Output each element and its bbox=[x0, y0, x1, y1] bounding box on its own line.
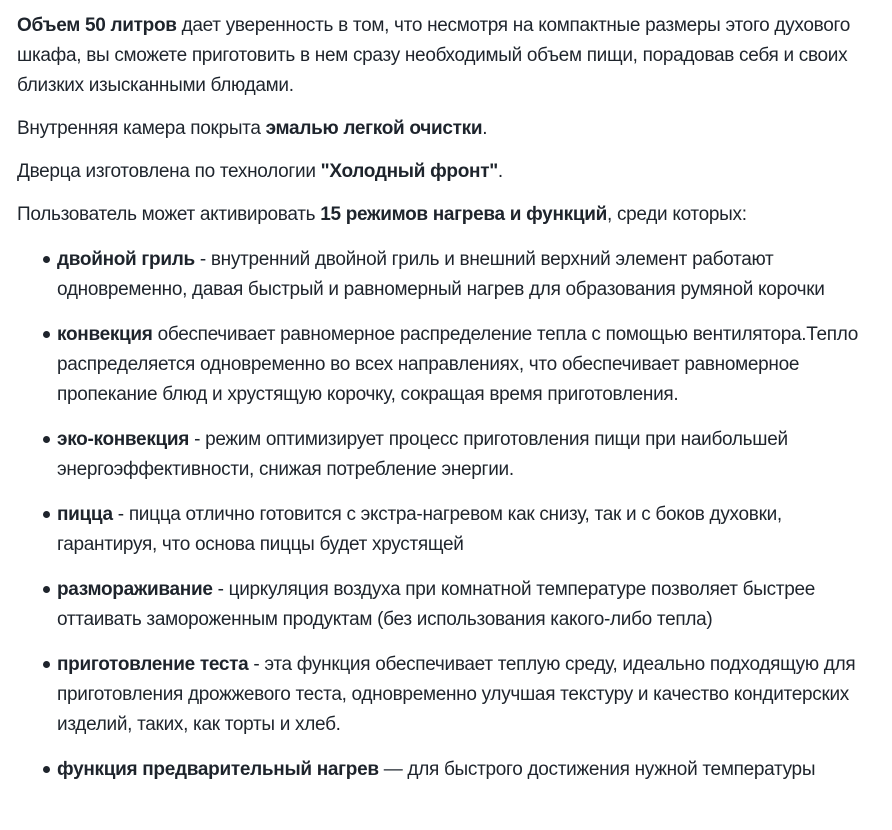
mode-item-double-grill bbox=[17, 245, 876, 305]
heating-modes-list bbox=[17, 245, 876, 785]
modes-intro-pre-text: Пользователь может активировать bbox=[17, 204, 321, 225]
paragraph-enamel bbox=[17, 114, 876, 144]
mode-term: размораживание bbox=[57, 579, 213, 600]
door-bold-text: "Холодный фронт" bbox=[320, 161, 498, 182]
mode-description: - циркуляция воздуха при комнатной температуре позволяет быстрее оттаивать замороженным продуктам (без использования какого-либо тепла) bbox=[57, 579, 816, 630]
mode-term: конвекция bbox=[57, 324, 153, 345]
enamel-post-text: . bbox=[482, 118, 488, 139]
mode-description: обеспечивает равномерное распределение тепла с помощью вентилятора.Тепло распределяется одновременно во всех направлениях, что обеспечивает равномерное пропекание блюд и хрустящую корочку, сокращая время приготовления. bbox=[57, 324, 858, 405]
enamel-pre-text: Внутренняя камера покрыта bbox=[17, 118, 266, 139]
door-post-text: . bbox=[497, 161, 503, 182]
mode-term: функция предварительный нагрев bbox=[57, 759, 379, 780]
mode-item-defrost bbox=[17, 575, 876, 635]
volume-bold-text: Объем 50 литров bbox=[17, 15, 177, 36]
door-pre-text: Дверца изготовлена по технологии bbox=[17, 161, 321, 182]
mode-description: - пицца отлично готовится с экстра-нагревом как снизу, так и с боков духовки, гарантируя, что основа пиццы будет хрустящей bbox=[57, 504, 782, 555]
mode-item-preheat bbox=[17, 755, 876, 785]
mode-description: — для быстрого достижения нужной температуры bbox=[378, 759, 816, 780]
mode-description: - внутренний двойной гриль и внешний верхний элемент работают одновременно, давая быстрый и равномерный нагрев для образования румяной корочки bbox=[57, 249, 825, 300]
paragraph-volume bbox=[17, 11, 876, 101]
mode-item-eco-convection bbox=[17, 425, 876, 485]
paragraph-modes-intro bbox=[17, 200, 876, 230]
mode-term: пицца bbox=[57, 504, 113, 525]
mode-term: приготовление теста bbox=[57, 654, 249, 675]
mode-term: эко-конвекция bbox=[57, 429, 190, 450]
mode-description: - эта функция обеспечивает теплую среду, идеально подходящую для приготовления дрожжевого теста, одновременно улучшая текстуру и качество кондитерских изделий, таких, как торты и хлеб. bbox=[57, 654, 856, 735]
modes-intro-bold-text: 15 режимов нагрева и функций bbox=[320, 204, 607, 225]
mode-item-pizza bbox=[17, 500, 876, 560]
mode-term: двойной гриль bbox=[57, 249, 195, 270]
volume-body-text: дает уверенность в том, что несмотря на компактные размеры этого духового шкафа, вы сможете приготовить в нем сразу необходимый объем пищи, порадовав себя и своих близких изысканными блюдами. bbox=[17, 15, 850, 96]
mode-item-convection bbox=[17, 320, 876, 410]
mode-item-dough bbox=[17, 650, 876, 740]
paragraph-door bbox=[17, 157, 876, 187]
enamel-bold-text: эмалью легкой очистки bbox=[265, 118, 483, 139]
modes-intro-post-text: , среди которых: bbox=[606, 204, 747, 225]
mode-description: - режим оптимизирует процесс приготовления пищи при наибольшей энергоэффективности, снижая потребление энергии. bbox=[57, 429, 788, 480]
